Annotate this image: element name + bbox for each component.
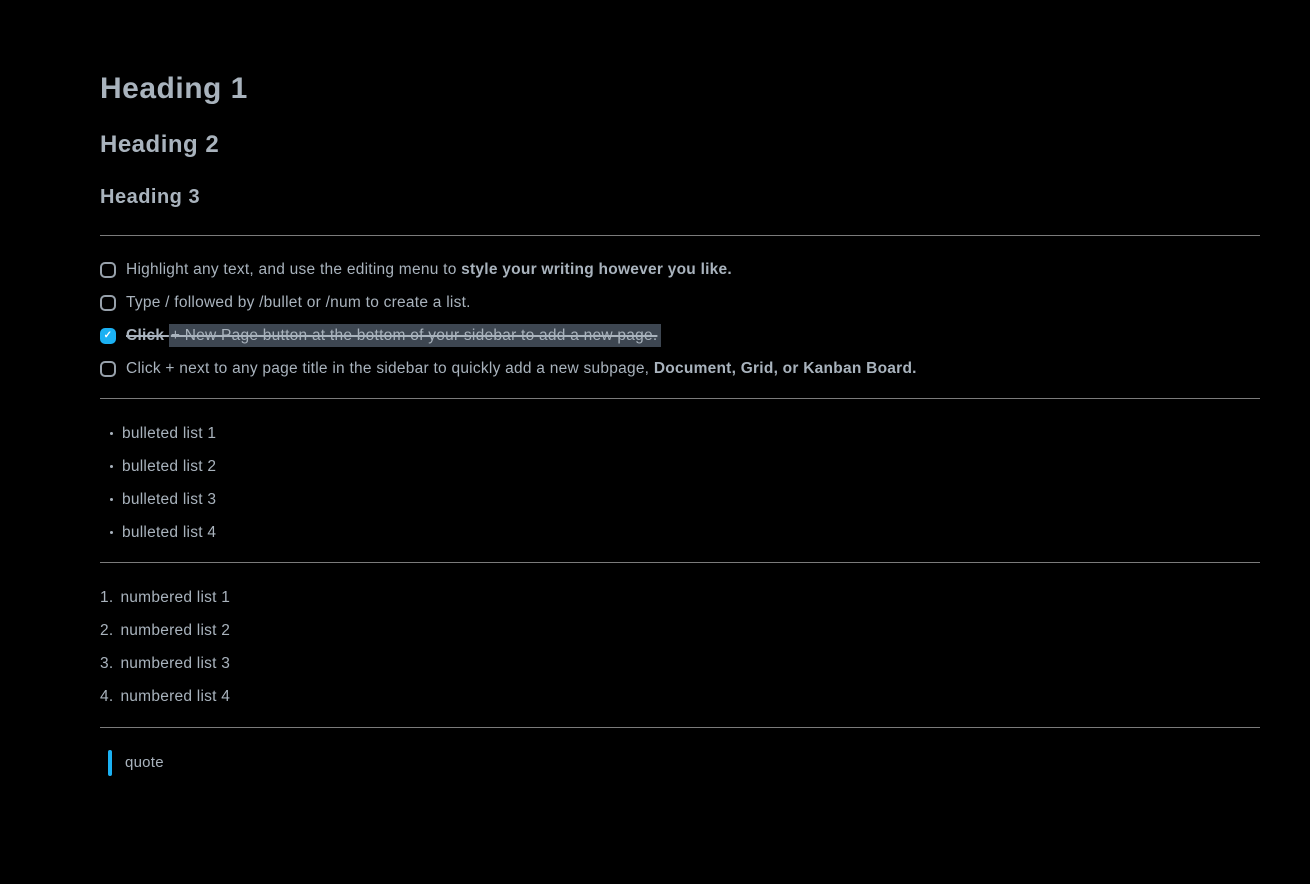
todo-item-text[interactable] — [126, 360, 917, 378]
todo-text-segment-highlighted: + New Page button at the bottom of your sidebar to add a new page. — [169, 324, 662, 347]
quote-text[interactable]: quote — [125, 754, 164, 771]
todo-item-text[interactable] — [126, 294, 471, 312]
todo-item-completed[interactable] — [100, 319, 1260, 352]
divider — [100, 398, 1260, 399]
todo-item[interactable] — [100, 352, 1260, 385]
todo-text-segment: Highlight any text, and use the editing menu to — [126, 260, 462, 278]
heading-2-block[interactable]: Heading 2 — [100, 131, 220, 158]
todo-text-segment: Type / followed by /bullet or /num to create a list. — [126, 293, 471, 311]
checkbox-unchecked[interactable] — [100, 295, 116, 311]
quote-bar — [108, 750, 112, 776]
numbered-list-item-text[interactable]: numbered list 2 — [120, 621, 231, 639]
checkmark-icon: ✓ — [103, 329, 113, 341]
document-canvas — [0, 72, 1260, 779]
numbered-list-item[interactable] — [100, 647, 1260, 680]
bulleted-list-item[interactable] — [100, 516, 1260, 549]
quote-block[interactable] — [100, 746, 1260, 779]
bullet-icon — [110, 498, 113, 501]
numbered-list-item-text[interactable]: numbered list 1 — [120, 588, 231, 606]
bulleted-list — [100, 417, 1260, 549]
bulleted-list-item-text[interactable]: bulleted list 4 — [122, 523, 217, 541]
todo-text-segment-bold: style your writing however you like. — [461, 260, 732, 278]
todo-text-segment-bold: Click — [126, 326, 169, 344]
bulleted-list-item[interactable] — [100, 450, 1260, 483]
numbered-list-item[interactable] — [100, 581, 1260, 614]
list-number-marker: 4. — [100, 687, 114, 705]
todo-text-segment: Click + next to any page title in the sidebar to quickly add a new subpage, — [126, 359, 654, 377]
checkbox-checked[interactable] — [100, 328, 116, 344]
divider — [100, 727, 1260, 728]
bullet-icon — [110, 432, 113, 435]
numbered-list-item-text[interactable]: numbered list 3 — [120, 654, 231, 672]
numbered-list — [100, 581, 1260, 713]
numbered-list-item[interactable] — [100, 614, 1260, 647]
bulleted-list-item[interactable] — [100, 417, 1260, 450]
todo-item-text[interactable] — [126, 261, 732, 279]
bulleted-list-item-text[interactable]: bulleted list 1 — [122, 424, 217, 442]
todo-list — [100, 253, 1260, 385]
heading-1-block[interactable]: Heading 1 — [100, 72, 248, 105]
heading-3-block[interactable]: Heading 3 — [100, 186, 201, 208]
bullet-icon — [110, 465, 113, 468]
list-number-marker: 2. — [100, 621, 114, 639]
bullet-icon — [110, 531, 113, 534]
divider — [100, 562, 1260, 563]
bulleted-list-item-text[interactable]: bulleted list 2 — [122, 457, 217, 475]
checkbox-unchecked[interactable] — [100, 262, 116, 278]
divider — [100, 235, 1260, 236]
list-number-marker: 3. — [100, 654, 114, 672]
bulleted-list-item[interactable] — [100, 483, 1260, 516]
numbered-list-item-text[interactable]: numbered list 4 — [120, 687, 231, 705]
todo-item[interactable] — [100, 253, 1260, 286]
numbered-list-item[interactable] — [100, 680, 1260, 713]
todo-item-text[interactable] — [126, 327, 661, 345]
todo-item[interactable] — [100, 286, 1260, 319]
todo-text-segment-bold: Document, Grid, or Kanban Board. — [653, 359, 917, 377]
checkbox-unchecked[interactable] — [100, 361, 116, 377]
list-number-marker: 1. — [100, 588, 114, 606]
bulleted-list-item-text[interactable]: bulleted list 3 — [122, 490, 217, 508]
